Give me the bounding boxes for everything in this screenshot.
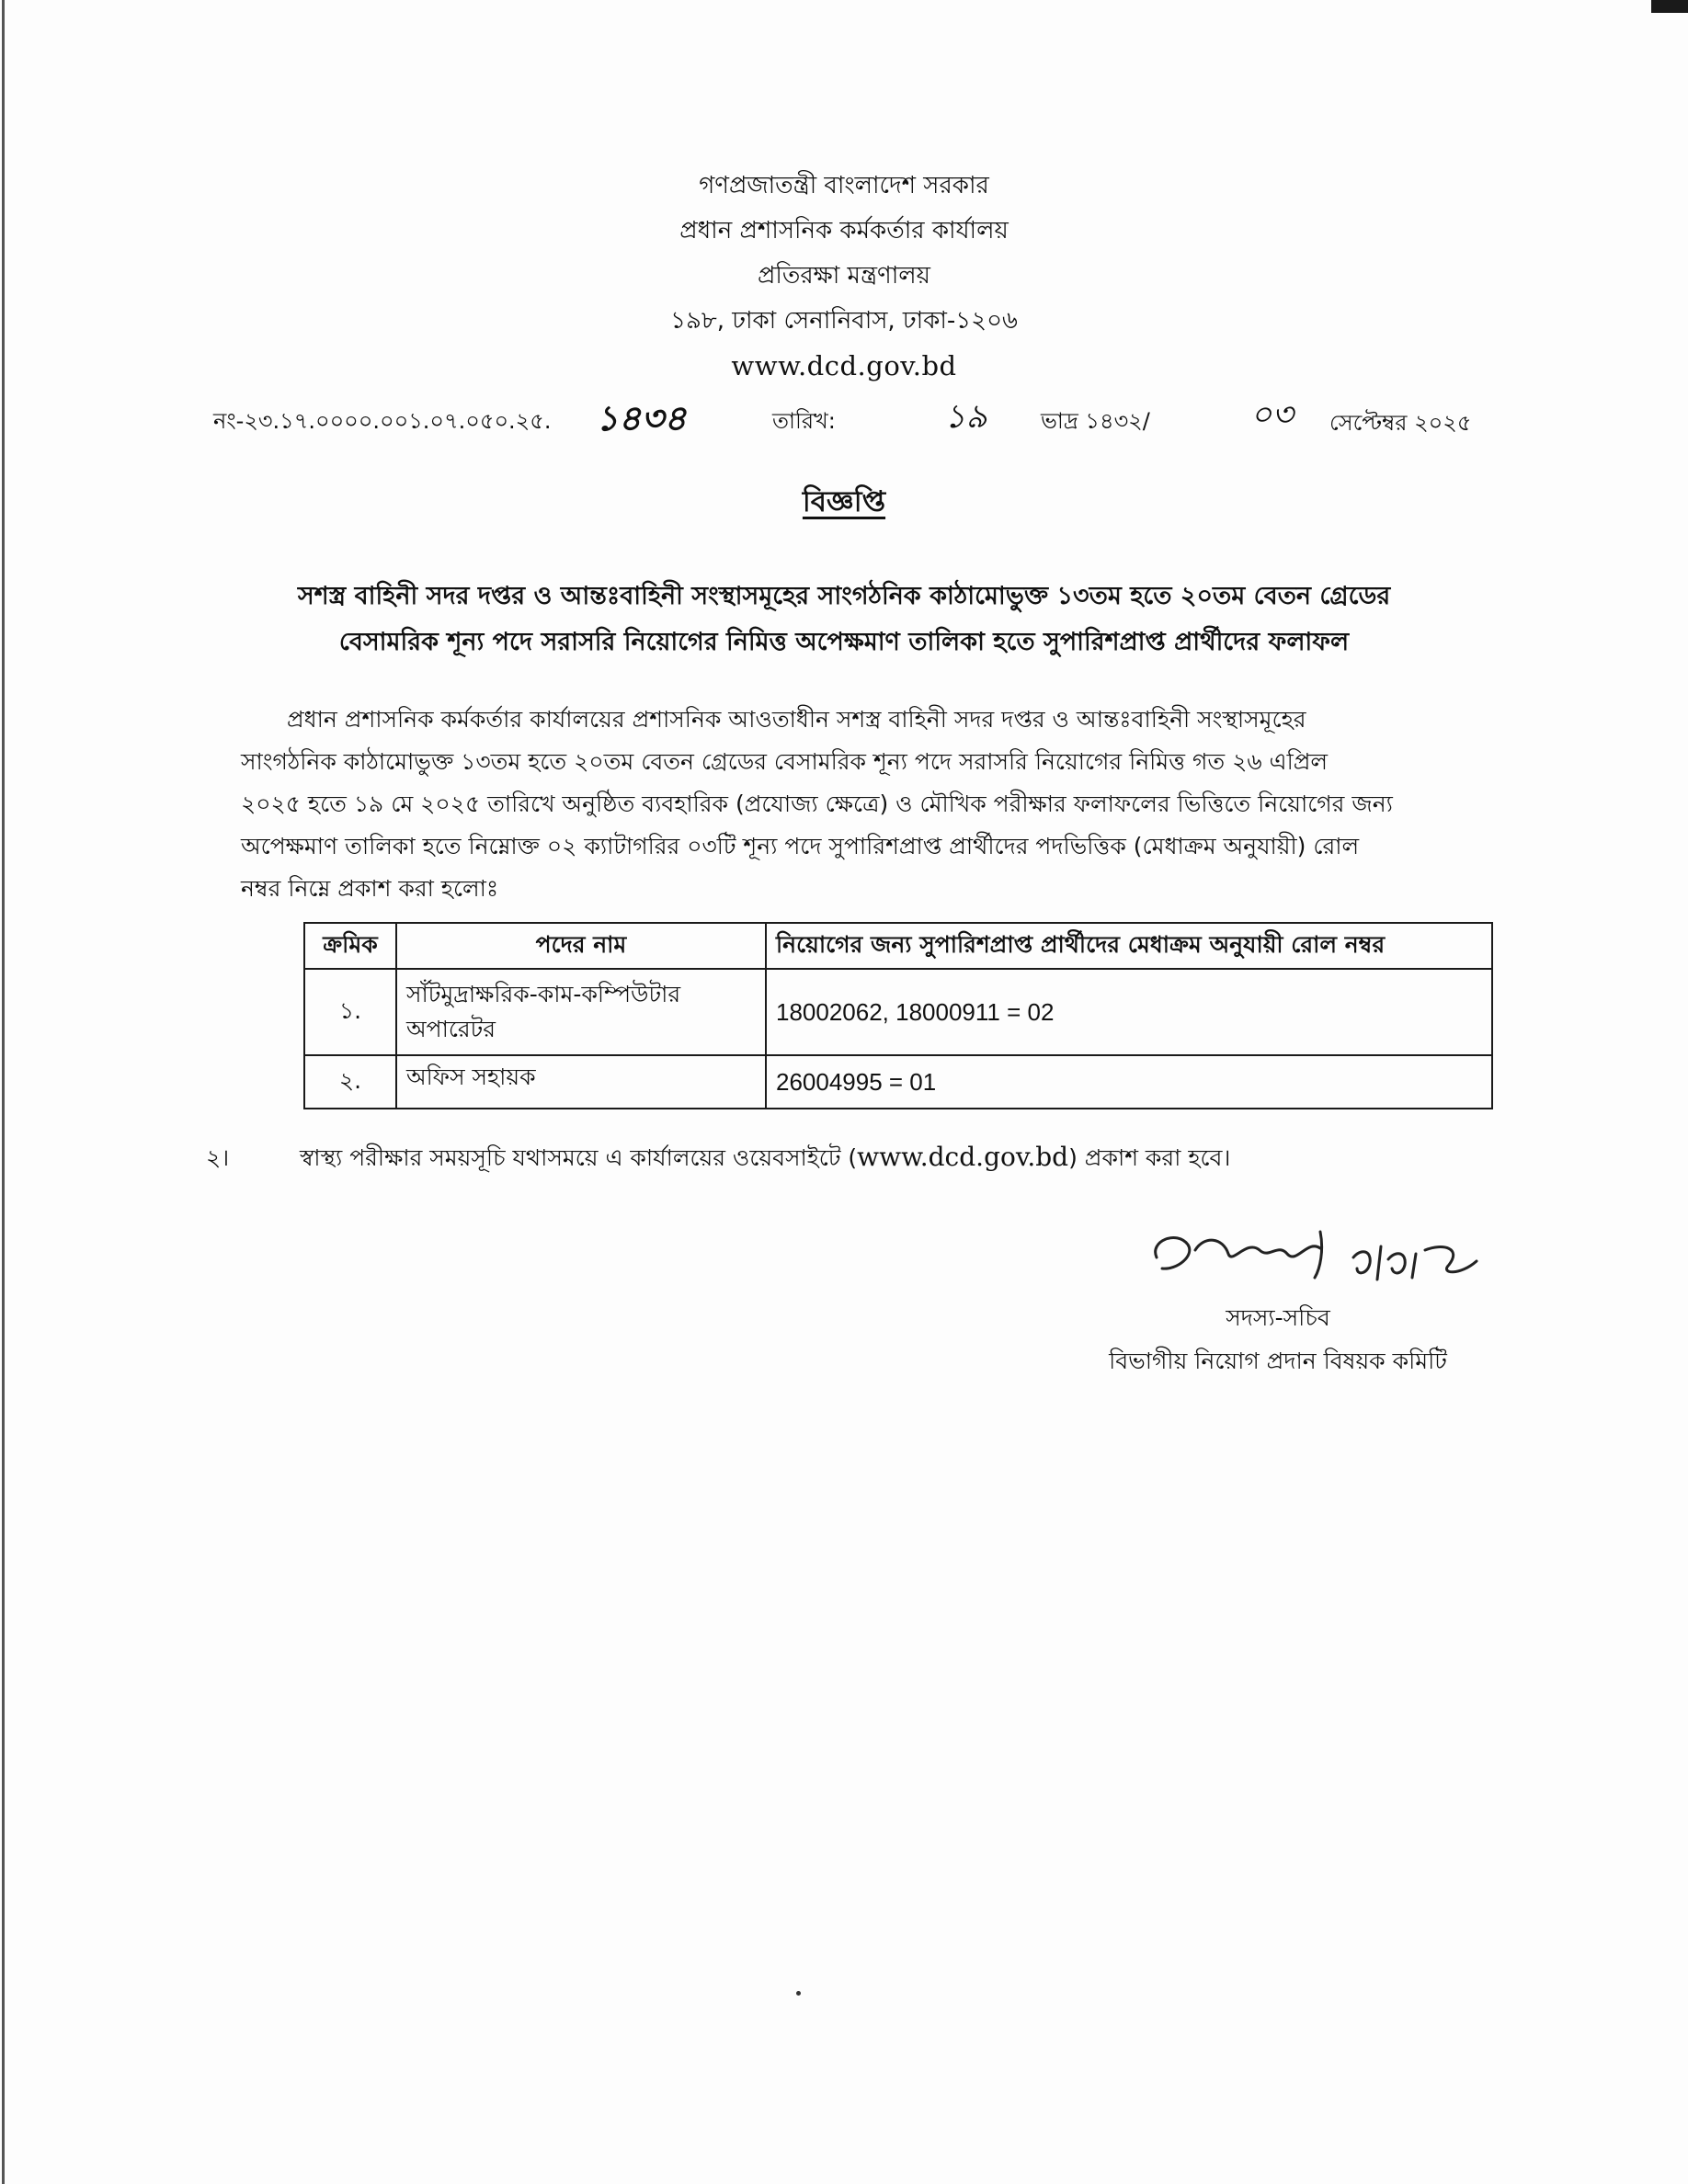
government-name: গণপ্রজাতন্ত্রী বাংলাদেশ সরকার — [699, 172, 989, 199]
date-bangla-month: ভাদ্র ১৪৩২/ — [1041, 408, 1150, 434]
office-header — [0, 164, 1688, 389]
scan-corner-mark — [1651, 0, 1688, 13]
body-line-5: নম্বর নিম্নে প্রকাশ করা হলোঃ — [241, 875, 499, 902]
memo-number-handwritten: ১৪৩৪ — [596, 397, 687, 438]
row-post — [396, 969, 766, 1055]
table-row — [304, 969, 1492, 1055]
table-header-row — [304, 923, 1492, 969]
point-2-number: ২। — [206, 1144, 230, 1171]
date-day-english-handwritten: ০৩ — [1250, 396, 1294, 434]
date-label: তারিখ: — [772, 408, 836, 434]
ministry-name: প্রতিরক্ষা মন্ত্রণালয় — [758, 262, 930, 290]
body-line-3: ২০২৫ হতে ১৯ মে ২০২৫ তারিখে অনুষ্ঠিত ব্যবহারিক (প্রযোজ্য ক্ষেত্রে) ও মৌখিক পরীক্ষার ফলাফলের ভিত্তিতে নিয়োগের জন্য — [241, 791, 1393, 817]
office-address: ১৯৮, ঢাকা সেনানিবাস, ঢাকা-১২০৬ — [670, 307, 1018, 335]
subject-line-1: সশস্ত্র বাহিনী সদর দপ্তর ও আন্তঃবাহিনী সংস্থাসমূহের সাংগঠনিক কাঠামোভুক্ত ১৩তম হতে ২০তম বেতন গ্রেডের — [297, 582, 1391, 610]
header-post: পদের নাম — [396, 923, 766, 969]
point-2-text — [300, 1140, 1230, 1179]
results-table — [303, 922, 1493, 1109]
body-line-2: সাংগঠনিক কাঠামোভুক্ত ১৩তম হতে ২০তম বেতন গ্রেডের বেসামরিক শূন্য পদে সরাসরি নিয়োগের নিমিত্ত গত ২৬ এপ্রিল — [241, 748, 1329, 775]
row-serial: ২. — [304, 1055, 396, 1109]
date-english-month: সেপ্টেম্বর ২০২৫ — [1329, 410, 1472, 436]
row-rolls: 18002062, 18000911 = 02 — [766, 969, 1492, 1055]
row-post — [396, 1055, 766, 1109]
row-serial: ১. — [304, 969, 396, 1055]
body-line-4: অপেক্ষমাণ তালিকা হতে নিম্নোক্ত ০২ ক্যাটাগরির ০৩টি শূন্য পদে সুপারিশপ্রাপ্ত প্রার্থীদের পদভিত্তিক (মেধাক্রম অনুযায়ী) রোল — [241, 833, 1360, 859]
row-post-line: সাঁটমুদ্রাক্ষরিক-কাম-কম্পিউটার — [406, 981, 681, 1007]
body-line-1: প্রধান প্রশাসনিক কর্মকর্তার কার্যালয়ের প্রশাসনিক আওতাধীন সশস্ত্র বাহিনী সদর দপ্তর ও আন্তঃবাহিনী সংস্থাসমূহের — [287, 706, 1306, 733]
scan-speck — [796, 1991, 801, 1996]
notice-title — [0, 480, 1688, 528]
date-day-bangla-handwritten: ১৯ — [944, 398, 987, 436]
point-2-text-after: ) প্রকাশ করা হবে। — [1068, 1144, 1231, 1171]
signatory-committee: বিভাগীয় নিয়োগ প্রদান বিষয়ক কমিটি — [1109, 1348, 1447, 1374]
office-name: প্রধান প্রশাসনিক কর্মকর্তার কার্যালয় — [679, 217, 1009, 245]
signature-scribble — [1140, 1223, 1526, 1305]
office-website: www.dcd.gov.bd — [731, 350, 957, 381]
table-row — [304, 1055, 1492, 1109]
header-rolls: নিয়োগের জন্য সুপারিশপ্রাপ্ত প্রার্থীদের মেধাক্রম অনুযায়ী রোল নম্বর — [766, 923, 1492, 969]
notice-title-text: বিজ্ঞপ্তি — [802, 485, 886, 518]
handwritten-signature — [1140, 1223, 1526, 1305]
row-post-line: অপারেটর — [406, 1016, 496, 1042]
website-link[interactable]: www.dcd.gov.bd — [857, 1142, 1069, 1172]
point-2-text-before: স্বাস্থ্য পরীক্ষার সময়সূচি যথাসময়ে এ কার্যালয়ের ওয়েবসাইটে ( — [300, 1144, 858, 1171]
notice-body — [241, 699, 1496, 910]
row-rolls: 26004995 = 01 — [766, 1055, 1492, 1109]
subject-line-2: বেসামরিক শূন্য পদে সরাসরি নিয়োগের নিমিত্ত অপেক্ষমাণ তালিকা হতে সুপারিশপ্রাপ্ত প্রার্থীদের ফলাফল — [338, 628, 1350, 656]
header-serial: ক্রমিক — [304, 923, 396, 969]
memo-number: নং-২৩.১৭.০০০০.০০১.০৭.০৫০.২৫. — [213, 408, 552, 434]
signatory-block — [1011, 1296, 1545, 1382]
signatory-designation: সদস্য-সচিব — [1226, 1304, 1330, 1331]
notice-subject — [184, 574, 1504, 665]
reference-line — [0, 395, 1688, 450]
row-post-line: অফিস সহায়ক — [406, 1064, 536, 1090]
